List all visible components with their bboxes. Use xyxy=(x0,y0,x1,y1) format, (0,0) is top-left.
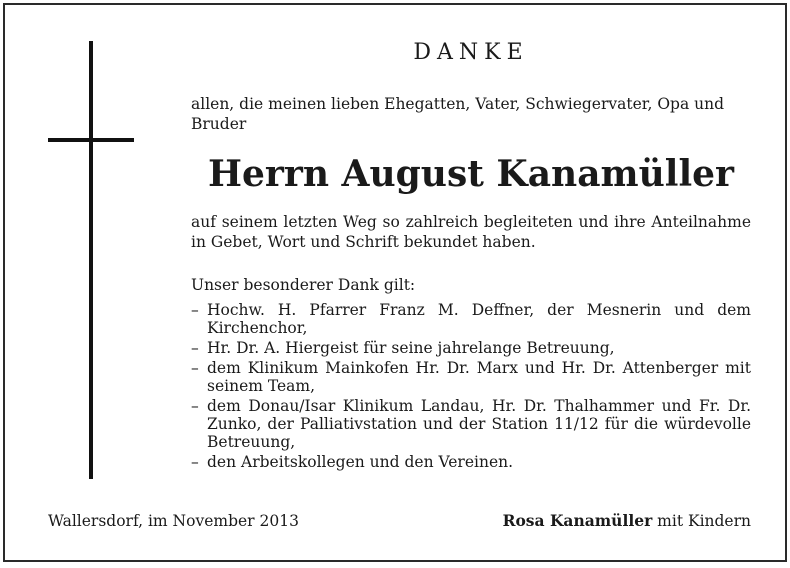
cross-horizontal-bar xyxy=(48,138,134,142)
list-dash: – xyxy=(191,339,199,357)
place-date: Wallersdorf, im November 2013 xyxy=(48,512,299,530)
list-dash: – xyxy=(191,359,199,377)
list-item xyxy=(191,339,751,357)
intro-text: allen, die meinen lieben Ehegatten, Vater, Schwiegervater, Opa und Bruder xyxy=(191,95,725,133)
list-dash: – xyxy=(191,453,199,471)
notice-heading: DANKE xyxy=(413,40,529,65)
list-item xyxy=(191,397,751,451)
body-text: auf seinem letzten Weg so zahlreich begleiteten und ihre Anteilnahme in Gebet, Wort und Schrift bekundet haben. xyxy=(191,213,751,251)
signer-suffix: mit Kindern xyxy=(652,512,751,530)
list-item-text: dem Donau/Isar Klinikum Landau, Hr. Dr. Thalhammer und Fr. Dr. Zunko, der Palliativstation und der Station 11/12 für die würdevolle Betreuung, xyxy=(207,397,751,451)
thanks-intro: Unser besonderer Dank gilt: xyxy=(191,276,416,294)
deceased-name: Herrn August Kanamüller xyxy=(207,153,735,195)
list-item-text: den Arbeitskollegen und den Vereinen. xyxy=(207,453,514,471)
list-item xyxy=(191,453,751,471)
list-item xyxy=(191,301,751,337)
signature xyxy=(503,511,751,531)
list-item xyxy=(191,359,751,395)
list-item-text: Hochw. H. Pfarrer Franz M. Deffner, der Mesnerin und dem Kirchenchor, xyxy=(207,301,751,337)
list-dash: – xyxy=(191,301,199,319)
list-item-text: Hr. Dr. A. Hiergeist für seine jahrelange Betreuung, xyxy=(207,339,615,357)
obituary-notice xyxy=(3,3,787,562)
thanks-list xyxy=(191,301,751,473)
cross-vertical-bar xyxy=(89,41,93,479)
notice-footer xyxy=(48,511,751,531)
list-dash: – xyxy=(191,397,199,415)
signer-name: Rosa Kanamüller xyxy=(502,511,653,530)
list-item-text: dem Klinikum Mainkofen Hr. Dr. Marx und Hr. Dr. Attenberger mit seinem Team, xyxy=(207,359,751,395)
